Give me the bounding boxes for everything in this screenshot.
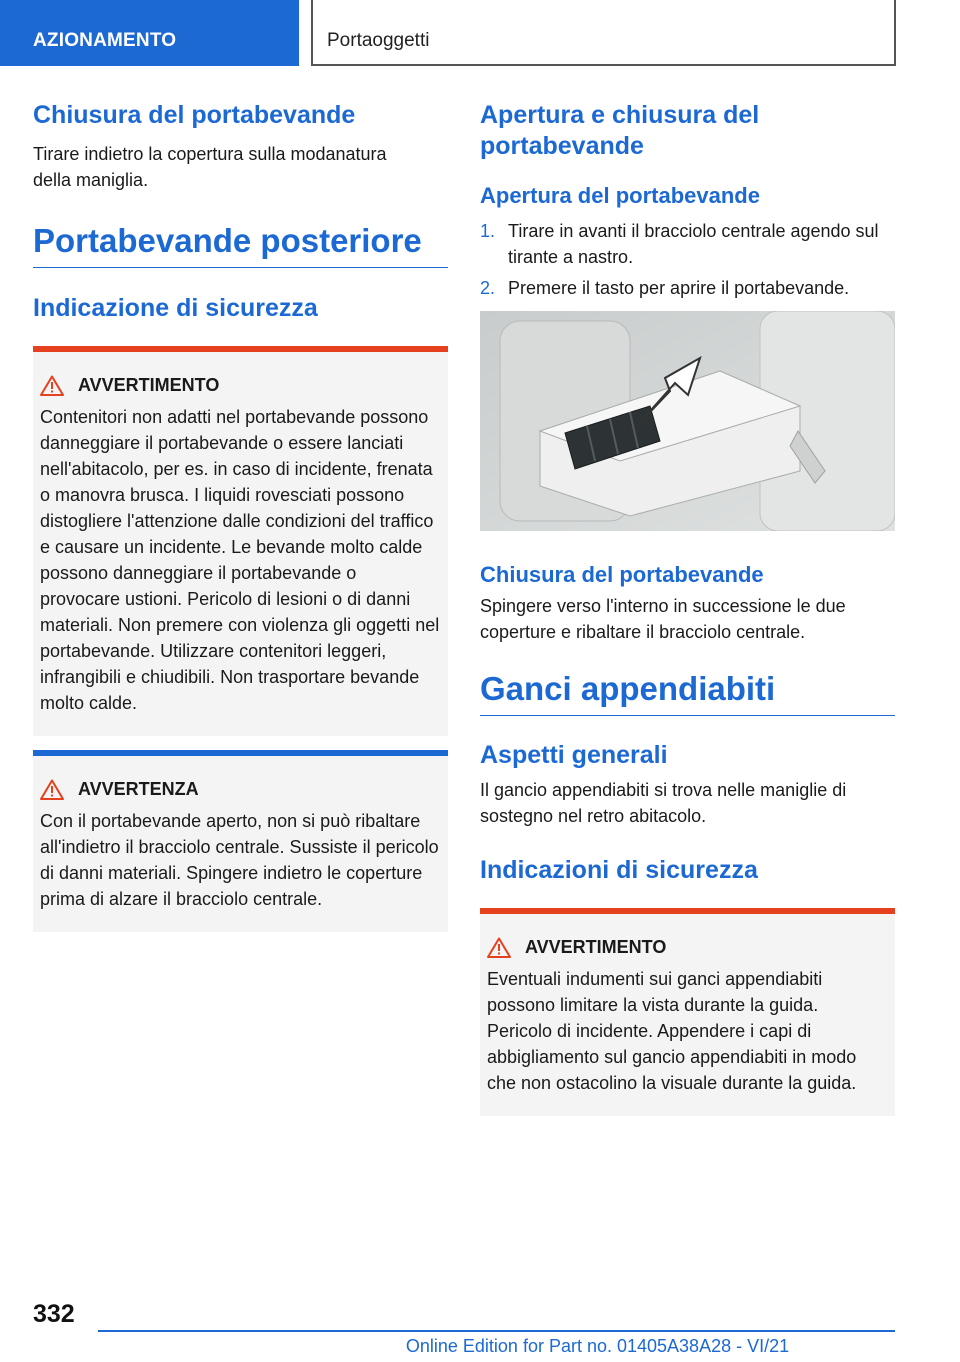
warning-text: Eventuali indumenti sui ganci appendiabiti possono limitare la vista durante la guida. Pericolo di incidente. Appendere i capi di abbigliamento sul gancio appendiabiti in modo che non ostacolino la visuale durante la guida. bbox=[487, 969, 857, 1093]
heading-general-aspects: Aspetti generali bbox=[480, 741, 668, 769]
warning-title-text: AVVERTIMENTO bbox=[78, 374, 220, 395]
step-number: 2. bbox=[480, 278, 496, 298]
heading-safety-notes: Indicazioni di sicurezza bbox=[480, 856, 758, 884]
notice-title-text: AVVERTENZA bbox=[78, 778, 199, 799]
page-number: 332 bbox=[33, 1300, 75, 1328]
paragraph-close-cupholder: Tirare indietro la copertura sulla modanatura della maniglia. bbox=[33, 144, 387, 190]
warning-triangle-icon bbox=[487, 937, 511, 958]
warning-text: Contenitori non adatti nel portabevande possono danneggiare il portabevande o essere lanciati nell'abitacolo, per es. in caso di incidente, frenata o manovra brusca. I liquidi rovesciati possono distogliere l'attenzione dalle condizioni del traffico e causare un incidente. Le bevande molto calde possono danneggiare il portabevande o provocare ustioni. Pericolo di lesioni o di danni materiali. Non premere con violenza gli oggetti nel portabevande. Utilizzare contenitori leggeri, infrangibili e chiudibili. Non trasportare bevande molto calde. bbox=[40, 407, 440, 713]
heading-rear-cupholder: Portabevande posteriore bbox=[33, 221, 448, 268]
footer-edition: Online Edition for Part no. 01405A38A28 - VI/21 bbox=[405, 1336, 790, 1356]
warning-title-text: AVVERTIMENTO bbox=[525, 936, 667, 957]
heading-open-cupholder: Apertura del portabevande bbox=[480, 183, 760, 208]
heading-coat-hooks: Ganci appendiabiti bbox=[480, 669, 895, 716]
paragraph-close-cupholder-right: Spingere verso l'interno in successione le due coperture e ribaltare il bracciolo centrale. bbox=[480, 596, 846, 642]
step-text: Tirare in avanti il bracciolo centrale agendo sul tirante a nastro. bbox=[508, 221, 879, 267]
steps-list bbox=[480, 218, 895, 301]
right-column bbox=[480, 100, 895, 1116]
footer-divider bbox=[98, 1330, 895, 1332]
notice-title bbox=[40, 776, 440, 802]
chapter-tab[interactable]: AZIONAMENTO bbox=[0, 0, 299, 66]
heading-close-cupholder: Chiusura del portabevande bbox=[33, 101, 356, 129]
warning-box-1 bbox=[33, 346, 448, 736]
section-title: Portaoggetti bbox=[311, 0, 896, 66]
warning-triangle-icon bbox=[40, 375, 64, 396]
heading-safety-note: Indicazione di sicurezza bbox=[33, 294, 318, 322]
warning-box-2 bbox=[480, 908, 895, 1116]
step-text: Premere il tasto per aprire il portabevande. bbox=[508, 278, 850, 298]
warning-title bbox=[487, 934, 887, 960]
warning-title bbox=[40, 372, 440, 398]
heading-close-cupholder-right: Chiusura del portabevande bbox=[480, 562, 764, 587]
step-number: 1. bbox=[480, 221, 496, 241]
step-item bbox=[480, 218, 895, 270]
step-item bbox=[480, 275, 895, 301]
notice-box bbox=[33, 750, 448, 932]
notice-text: Con il portabevande aperto, non si può ribaltare all'indietro il bracciolo centrale. Sussiste il pericolo di danni materiali. Spingere indietro le coperture prima di alzare il bracciolo centrale. bbox=[40, 811, 439, 909]
page-header bbox=[0, 0, 960, 66]
left-column bbox=[33, 100, 448, 932]
heading-open-close-cupholder: Apertura e chiusura del portabevande bbox=[480, 101, 760, 160]
notice-triangle-icon bbox=[40, 779, 64, 800]
paragraph-general-aspects: Il gancio appendiabiti si trova nelle maniglie di sostegno nel retro abitacolo. bbox=[480, 780, 847, 826]
cupholder-photo bbox=[480, 311, 895, 531]
